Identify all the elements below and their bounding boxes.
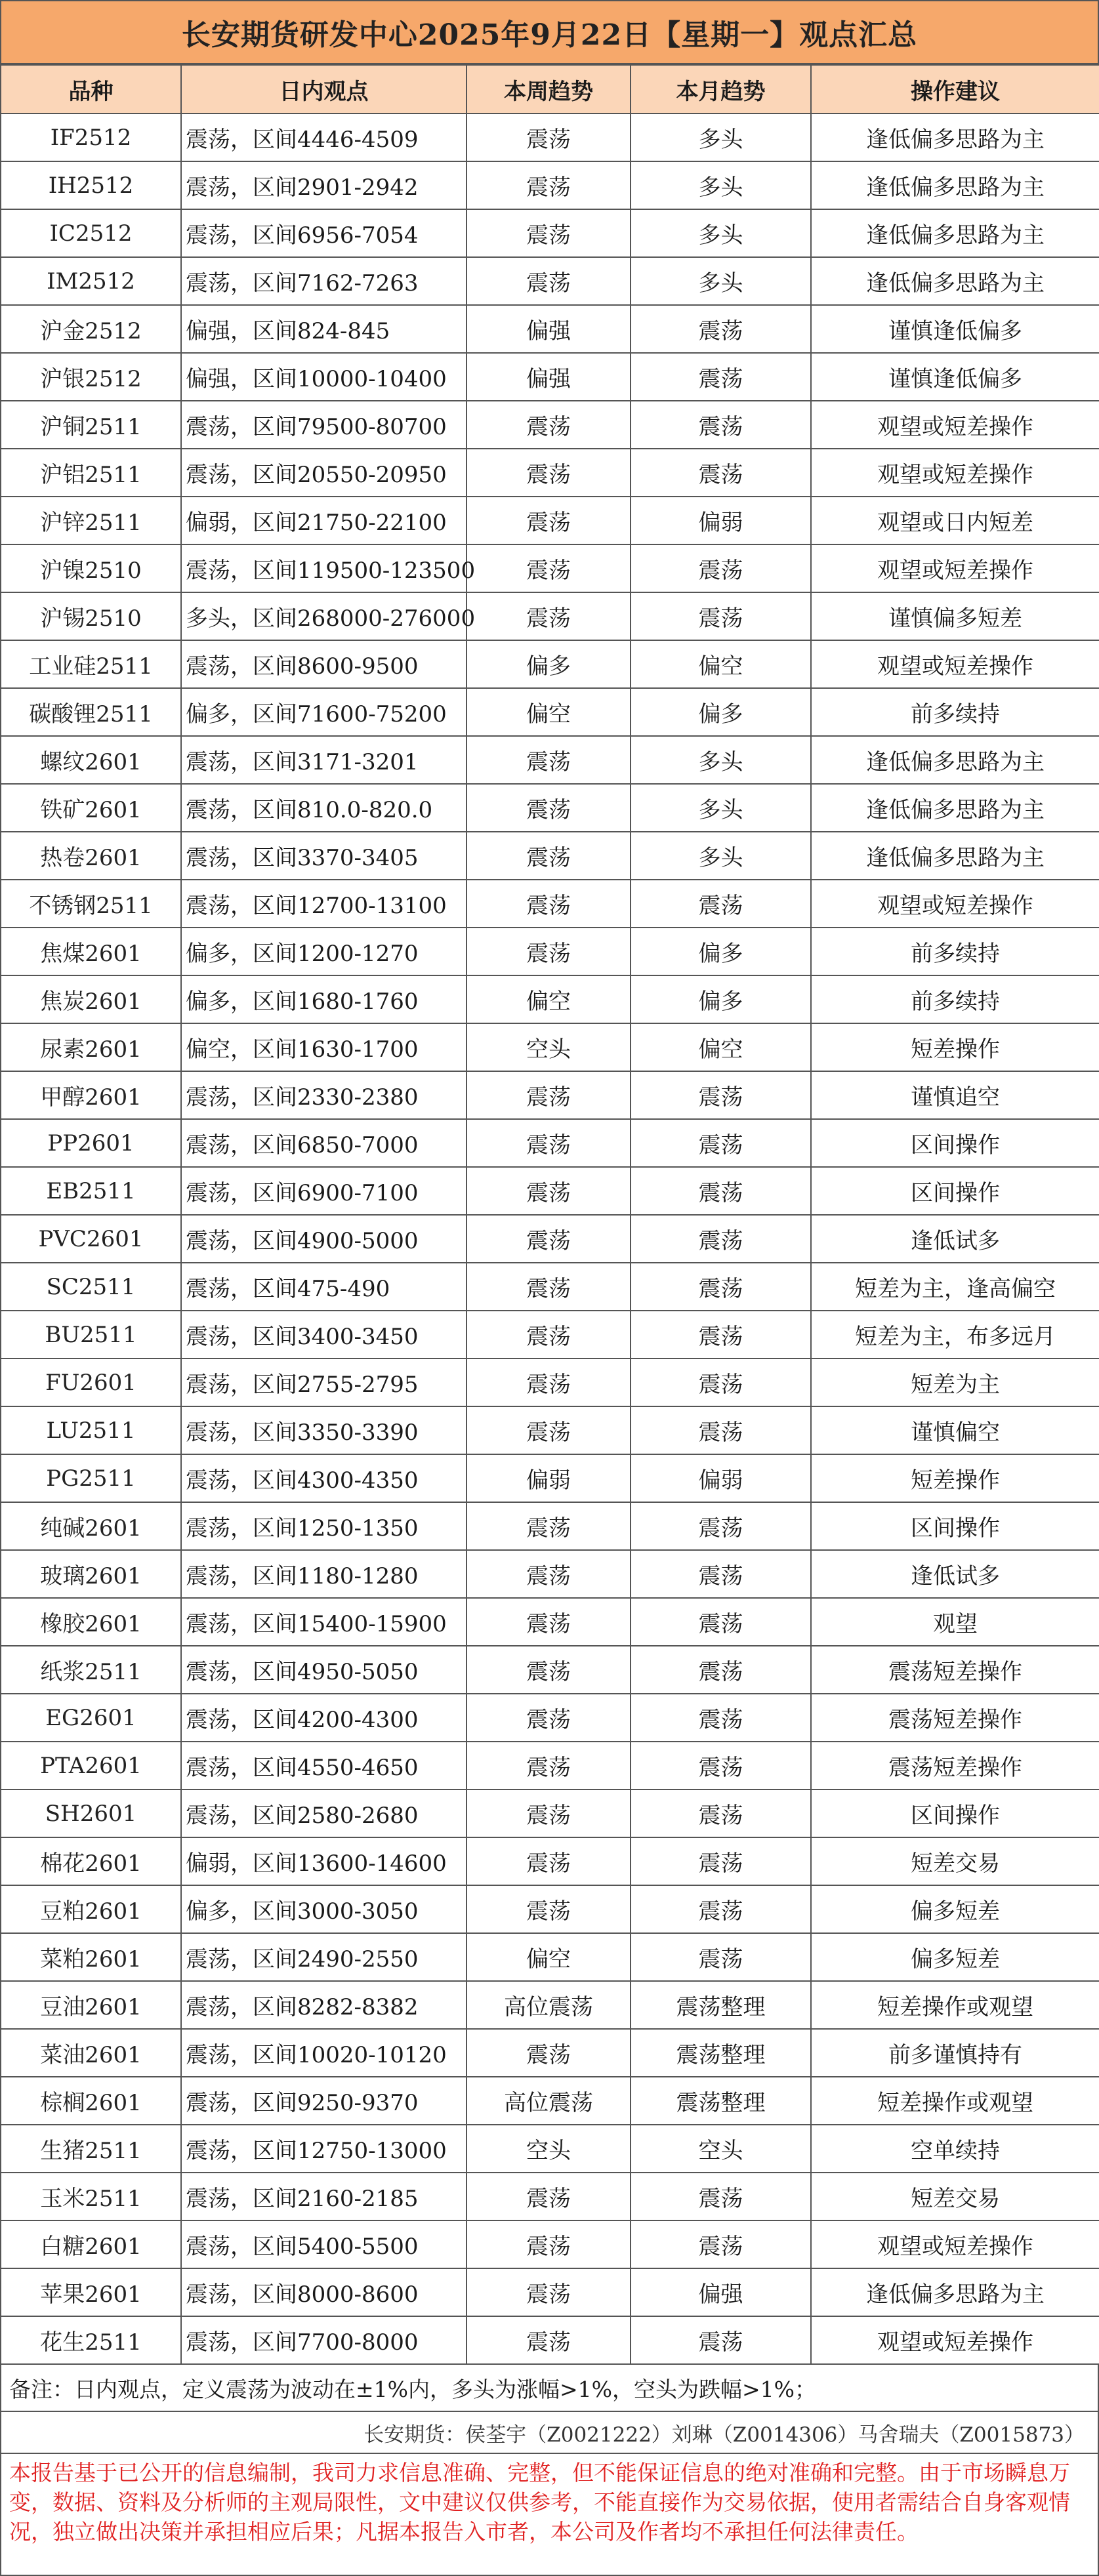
advice-cell: 短差交易 (811, 1837, 1099, 1885)
intraday-view-cell: 偏弱，区间21750-22100 (181, 497, 467, 544)
monthly-trend-cell: 震荡 (631, 1933, 811, 1981)
weekly-trend-cell: 震荡 (467, 2220, 631, 2268)
column-header-advice: 操作建议 (811, 65, 1099, 113)
advice-cell: 前多续持 (811, 688, 1099, 736)
variety-cell: 棉花2601 (1, 1837, 181, 1885)
table-row (1, 1071, 1099, 1119)
variety-cell: 豆油2601 (1, 1981, 181, 2029)
variety-cell: 沪镍2510 (1, 544, 181, 592)
variety-cell: 橡胶2601 (1, 1598, 181, 1646)
weekly-trend-cell: 震荡 (467, 1359, 631, 1406)
variety-cell: 尿素2601 (1, 1023, 181, 1071)
weekly-trend-cell: 偏弱 (467, 1454, 631, 1502)
variety-cell: EG2601 (1, 1694, 181, 1742)
variety-cell: 菜粕2601 (1, 1933, 181, 1981)
variety-cell: 不锈钢2511 (1, 880, 181, 928)
table-row (1, 1215, 1099, 1263)
monthly-trend-cell: 震荡 (631, 1694, 811, 1742)
intraday-view-cell: 震荡，区间4950-5050 (181, 1646, 467, 1694)
weekly-trend-cell: 震荡 (467, 1215, 631, 1263)
intraday-view-cell: 震荡，区间4200-4300 (181, 1694, 467, 1742)
monthly-trend-cell: 偏强 (631, 2268, 811, 2316)
variety-cell: 沪银2512 (1, 353, 181, 401)
intraday-view-cell: 偏空，区间1630-1700 (181, 1023, 467, 1071)
intraday-view-cell: 震荡，区间5400-5500 (181, 2220, 467, 2268)
weekly-trend-cell: 震荡 (467, 2173, 631, 2220)
intraday-view-cell: 震荡，区间3171-3201 (181, 736, 467, 784)
table-row (1, 1837, 1099, 1885)
weekly-trend-cell: 空头 (467, 1023, 631, 1071)
weekly-trend-cell: 震荡 (467, 736, 631, 784)
variety-cell: SC2511 (1, 1263, 181, 1311)
intraday-view-cell: 震荡，区间6956-7054 (181, 209, 467, 257)
table-row (1, 1981, 1099, 2029)
weekly-trend-cell: 震荡 (467, 592, 631, 640)
weekly-trend-cell: 震荡 (467, 1263, 631, 1311)
advice-cell: 逢低偏多思路为主 (811, 736, 1099, 784)
intraday-view-cell: 震荡，区间2755-2795 (181, 1359, 467, 1406)
advice-cell: 短差为主，逢高偏空 (811, 1263, 1099, 1311)
weekly-trend-cell: 偏空 (467, 975, 631, 1023)
monthly-trend-cell: 多头 (631, 209, 811, 257)
variety-cell: 沪铝2511 (1, 449, 181, 497)
table-row (1, 1311, 1099, 1359)
advice-cell: 逢低偏多思路为主 (811, 161, 1099, 209)
monthly-trend-cell: 震荡 (631, 401, 811, 449)
weekly-trend-cell: 震荡 (467, 1406, 631, 1454)
advice-cell: 短差操作 (811, 1454, 1099, 1502)
weekly-trend-cell: 震荡 (467, 1071, 631, 1119)
table-row (1, 592, 1099, 640)
variety-cell: 白糖2601 (1, 2220, 181, 2268)
weekly-trend-cell: 震荡 (467, 449, 631, 497)
weekly-trend-cell: 震荡 (467, 1789, 631, 1837)
table-row (1, 1598, 1099, 1646)
weekly-trend-cell: 偏多 (467, 640, 631, 688)
variety-cell: IM2512 (1, 257, 181, 305)
variety-cell: 沪锌2511 (1, 497, 181, 544)
table-row (1, 497, 1099, 544)
variety-cell: 玉米2511 (1, 2173, 181, 2220)
weekly-trend-cell: 震荡 (467, 928, 631, 975)
variety-cell: 热卷2601 (1, 832, 181, 880)
monthly-trend-cell: 震荡 (631, 2316, 811, 2364)
table-row (1, 2077, 1099, 2125)
advice-cell: 逢低偏多思路为主 (811, 784, 1099, 832)
intraday-view-cell: 震荡，区间7162-7263 (181, 257, 467, 305)
intraday-view-cell: 震荡，区间2330-2380 (181, 1071, 467, 1119)
intraday-view-cell: 震荡，区间4900-5000 (181, 1215, 467, 1263)
advice-cell: 观望或日内短差 (811, 497, 1099, 544)
variety-cell: 生猪2511 (1, 2125, 181, 2173)
advice-cell: 震荡短差操作 (811, 1646, 1099, 1694)
advice-cell: 短差为主 (811, 1359, 1099, 1406)
monthly-trend-cell: 震荡 (631, 1742, 811, 1789)
table-row (1, 1694, 1099, 1742)
variety-cell: 沪铜2511 (1, 401, 181, 449)
table-row (1, 1502, 1099, 1550)
weekly-trend-cell: 震荡 (467, 544, 631, 592)
variety-cell: EB2511 (1, 1167, 181, 1215)
variety-cell: 工业硅2511 (1, 640, 181, 688)
table-row (1, 257, 1099, 305)
advice-cell: 谨慎追空 (811, 1071, 1099, 1119)
weekly-trend-cell: 震荡 (467, 401, 631, 449)
intraday-view-cell: 震荡，区间9250-9370 (181, 2077, 467, 2125)
column-header-weekly: 本周趋势 (467, 65, 631, 113)
intraday-view-cell: 偏多，区间3000-3050 (181, 1885, 467, 1933)
variety-cell: PG2511 (1, 1454, 181, 1502)
intraday-view-cell: 偏强，区间10000-10400 (181, 353, 467, 401)
weekly-trend-cell: 震荡 (467, 1598, 631, 1646)
monthly-trend-cell: 偏弱 (631, 497, 811, 544)
monthly-trend-cell: 震荡 (631, 305, 811, 353)
table-row (1, 544, 1099, 592)
variety-cell: PP2601 (1, 1119, 181, 1167)
intraday-view-cell: 偏多，区间1200-1270 (181, 928, 467, 975)
weekly-trend-cell: 震荡 (467, 1694, 631, 1742)
advice-cell: 逢低偏多思路为主 (811, 2268, 1099, 2316)
table-row (1, 1119, 1099, 1167)
advice-cell: 区间操作 (811, 1789, 1099, 1837)
authors-line: 长安期货：侯荃宇（Z0021222）刘琳（Z0014306）马舍瑞夫（Z0015873） (0, 2412, 1099, 2454)
advice-cell: 前多谨慎持有 (811, 2029, 1099, 2077)
advice-cell: 前多续持 (811, 975, 1099, 1023)
intraday-view-cell: 多头，区间268000-276000 (181, 592, 467, 640)
monthly-trend-cell: 震荡 (631, 1311, 811, 1359)
monthly-trend-cell: 震荡 (631, 1359, 811, 1406)
monthly-trend-cell: 震荡 (631, 2173, 811, 2220)
table-row (1, 2125, 1099, 2173)
weekly-trend-cell: 震荡 (467, 2268, 631, 2316)
variety-cell: BU2511 (1, 1311, 181, 1359)
table-row (1, 305, 1099, 353)
weekly-trend-cell: 震荡 (467, 2029, 631, 2077)
advice-cell: 观望或短差操作 (811, 449, 1099, 497)
variety-cell: 甲醇2601 (1, 1071, 181, 1119)
monthly-trend-cell: 多头 (631, 784, 811, 832)
weekly-trend-cell: 震荡 (467, 1502, 631, 1550)
weekly-trend-cell: 震荡 (467, 257, 631, 305)
variety-cell: 苹果2601 (1, 2268, 181, 2316)
table-row (1, 2029, 1099, 2077)
advice-cell: 谨慎逢低偏多 (811, 353, 1099, 401)
monthly-trend-cell: 震荡 (631, 1071, 811, 1119)
monthly-trend-cell: 震荡 (631, 1885, 811, 1933)
variety-cell: LU2511 (1, 1406, 181, 1454)
advice-cell: 区间操作 (811, 1502, 1099, 1550)
advice-cell: 震荡短差操作 (811, 1742, 1099, 1789)
intraday-view-cell: 震荡，区间3350-3390 (181, 1406, 467, 1454)
intraday-view-cell: 震荡，区间2160-2185 (181, 2173, 467, 2220)
weekly-trend-cell: 高位震荡 (467, 2077, 631, 2125)
weekly-trend-cell: 震荡 (467, 209, 631, 257)
advice-cell: 短差为主，布多远月 (811, 1311, 1099, 1359)
table-row (1, 401, 1099, 449)
intraday-view-cell: 震荡，区间8000-8600 (181, 2268, 467, 2316)
intraday-view-cell: 震荡，区间1250-1350 (181, 1502, 467, 1550)
variety-cell: 铁矿2601 (1, 784, 181, 832)
advice-cell: 空单续持 (811, 2125, 1099, 2173)
advice-cell: 逢低偏多思路为主 (811, 257, 1099, 305)
table-row (1, 2316, 1099, 2364)
weekly-trend-cell: 震荡 (467, 1837, 631, 1885)
monthly-trend-cell: 多头 (631, 736, 811, 784)
intraday-view-cell: 震荡，区间10020-10120 (181, 2029, 467, 2077)
monthly-trend-cell: 偏多 (631, 928, 811, 975)
monthly-trend-cell: 震荡 (631, 353, 811, 401)
monthly-trend-cell: 震荡 (631, 544, 811, 592)
advice-cell: 观望或短差操作 (811, 401, 1099, 449)
monthly-trend-cell: 多头 (631, 832, 811, 880)
intraday-view-cell: 震荡，区间6850-7000 (181, 1119, 467, 1167)
intraday-view-cell: 震荡，区间6900-7100 (181, 1167, 467, 1215)
advice-cell: 逢低偏多思路为主 (811, 832, 1099, 880)
table-row (1, 1406, 1099, 1454)
monthly-trend-cell: 震荡 (631, 1119, 811, 1167)
variety-cell: 玻璃2601 (1, 1550, 181, 1598)
weekly-trend-cell: 震荡 (467, 2316, 631, 2364)
weekly-trend-cell: 震荡 (467, 1550, 631, 1598)
intraday-view-cell: 震荡，区间810.0-820.0 (181, 784, 467, 832)
weekly-trend-cell: 震荡 (467, 113, 631, 161)
weekly-trend-cell: 震荡 (467, 497, 631, 544)
intraday-view-cell: 震荡，区间8282-8382 (181, 1981, 467, 2029)
variety-cell: PTA2601 (1, 1742, 181, 1789)
monthly-trend-cell: 震荡 (631, 880, 811, 928)
table-row (1, 353, 1099, 401)
intraday-view-cell: 震荡，区间1180-1280 (181, 1550, 467, 1598)
advice-cell: 前多续持 (811, 928, 1099, 975)
table-row (1, 736, 1099, 784)
monthly-trend-cell: 偏多 (631, 975, 811, 1023)
intraday-view-cell: 震荡，区间2580-2680 (181, 1789, 467, 1837)
table-row (1, 1789, 1099, 1837)
variety-cell: 棕榈2601 (1, 2077, 181, 2125)
table-row (1, 1359, 1099, 1406)
table-row (1, 1550, 1099, 1598)
variety-cell: 纯碱2601 (1, 1502, 181, 1550)
intraday-view-cell: 震荡，区间2490-2550 (181, 1933, 467, 1981)
monthly-trend-cell: 震荡 (631, 1263, 811, 1311)
table-row (1, 1646, 1099, 1694)
intraday-view-cell: 震荡，区间119500-123500 (181, 544, 467, 592)
variety-cell: 螺纹2601 (1, 736, 181, 784)
weekly-trend-cell: 震荡 (467, 1742, 631, 1789)
variety-cell: 焦煤2601 (1, 928, 181, 975)
monthly-trend-cell: 偏空 (631, 1023, 811, 1071)
monthly-trend-cell: 震荡 (631, 1550, 811, 1598)
monthly-trend-cell: 震荡 (631, 1598, 811, 1646)
advice-cell: 观望或短差操作 (811, 640, 1099, 688)
advice-cell: 观望或短差操作 (811, 2220, 1099, 2268)
intraday-view-cell: 震荡，区间4550-4650 (181, 1742, 467, 1789)
table-row (1, 640, 1099, 688)
monthly-trend-cell: 震荡 (631, 1167, 811, 1215)
column-header-monthly: 本月趋势 (631, 65, 811, 113)
advice-cell: 区间操作 (811, 1167, 1099, 1215)
table-row (1, 113, 1099, 161)
variety-cell: 碳酸锂2511 (1, 688, 181, 736)
outlook-table (0, 64, 1099, 2365)
monthly-trend-cell: 震荡 (631, 1789, 811, 1837)
table-row (1, 1023, 1099, 1071)
table-row (1, 1167, 1099, 1215)
advice-cell: 偏多短差 (811, 1885, 1099, 1933)
weekly-trend-cell: 震荡 (467, 161, 631, 209)
table-row (1, 1742, 1099, 1789)
intraday-view-cell: 震荡，区间2901-2942 (181, 161, 467, 209)
advice-cell: 逢低试多 (811, 1215, 1099, 1263)
intraday-view-cell: 震荡，区间475-490 (181, 1263, 467, 1311)
variety-cell: 豆粕2601 (1, 1885, 181, 1933)
page-title: 长安期货研发中心2025年9月22日【星期一】观点汇总 (0, 0, 1099, 64)
advice-cell: 偏多短差 (811, 1933, 1099, 1981)
monthly-trend-cell: 震荡 (631, 1502, 811, 1550)
intraday-view-cell: 震荡，区间8600-9500 (181, 640, 467, 688)
variety-cell: 纸浆2511 (1, 1646, 181, 1694)
variety-cell: 沪金2512 (1, 305, 181, 353)
advice-cell: 观望或短差操作 (811, 544, 1099, 592)
intraday-view-cell: 震荡，区间79500-80700 (181, 401, 467, 449)
monthly-trend-cell: 空头 (631, 2125, 811, 2173)
monthly-trend-cell: 偏弱 (631, 1454, 811, 1502)
variety-cell: 焦炭2601 (1, 975, 181, 1023)
advice-cell: 观望 (811, 1598, 1099, 1646)
monthly-trend-cell: 震荡整理 (631, 2029, 811, 2077)
table-row (1, 880, 1099, 928)
table-row (1, 161, 1099, 209)
intraday-view-cell: 震荡，区间20550-20950 (181, 449, 467, 497)
monthly-trend-cell: 震荡 (631, 1406, 811, 1454)
weekly-trend-cell: 震荡 (467, 1119, 631, 1167)
intraday-view-cell: 震荡，区间12700-13100 (181, 880, 467, 928)
weekly-trend-cell: 偏强 (467, 353, 631, 401)
weekly-trend-cell: 震荡 (467, 1311, 631, 1359)
monthly-trend-cell: 震荡 (631, 2220, 811, 2268)
intraday-view-cell: 偏弱，区间13600-14600 (181, 1837, 467, 1885)
weekly-trend-cell: 高位震荡 (467, 1981, 631, 2029)
advice-cell: 短差交易 (811, 2173, 1099, 2220)
table-row (1, 784, 1099, 832)
weekly-trend-cell: 偏强 (467, 305, 631, 353)
intraday-view-cell: 偏强，区间824-845 (181, 305, 467, 353)
monthly-trend-cell: 震荡 (631, 449, 811, 497)
monthly-trend-cell: 震荡整理 (631, 1981, 811, 2029)
variety-cell: 花生2511 (1, 2316, 181, 2364)
intraday-view-cell: 震荡，区间3400-3450 (181, 1311, 467, 1359)
advice-cell: 观望或短差操作 (811, 2316, 1099, 2364)
monthly-trend-cell: 震荡整理 (631, 2077, 811, 2125)
table-row (1, 1454, 1099, 1502)
weekly-trend-cell: 震荡 (467, 832, 631, 880)
intraday-view-cell: 震荡，区间12750-13000 (181, 2125, 467, 2173)
variety-cell: 沪锡2510 (1, 592, 181, 640)
variety-cell: IF2512 (1, 113, 181, 161)
variety-cell: PVC2601 (1, 1215, 181, 1263)
table-row (1, 975, 1099, 1023)
table-row (1, 1885, 1099, 1933)
advice-cell: 谨慎偏多短差 (811, 592, 1099, 640)
weekly-trend-cell: 偏空 (467, 1933, 631, 1981)
disclaimer-text: 本报告基于已公开的信息编制，我司力求信息准确、完整，但不能保证信息的绝对准确和完整。由于市场瞬息万变，数据、资料及分析师的主观局限性，文中建议仅供参考，不能直接作为交易依据，使用者需结合自身客观情况，独立做出决策并承担相应后果；凡据本报告入市者，本公司及作者均不承担任何法律责任。 (0, 2454, 1099, 2576)
advice-cell: 短差操作或观望 (811, 2077, 1099, 2125)
column-header-intraday: 日内观点 (181, 65, 467, 113)
variety-cell: IH2512 (1, 161, 181, 209)
monthly-trend-cell: 震荡 (631, 1837, 811, 1885)
monthly-trend-cell: 多头 (631, 113, 811, 161)
variety-cell: 菜油2601 (1, 2029, 181, 2077)
monthly-trend-cell: 偏多 (631, 688, 811, 736)
intraday-view-cell: 偏多，区间71600-75200 (181, 688, 467, 736)
monthly-trend-cell: 震荡 (631, 1215, 811, 1263)
weekly-trend-cell: 震荡 (467, 1885, 631, 1933)
table-row (1, 928, 1099, 975)
advice-cell: 区间操作 (811, 1119, 1099, 1167)
weekly-trend-cell: 震荡 (467, 784, 631, 832)
variety-cell: FU2601 (1, 1359, 181, 1406)
table-row (1, 688, 1099, 736)
weekly-trend-cell: 震荡 (467, 880, 631, 928)
advice-cell: 逢低偏多思路为主 (811, 113, 1099, 161)
advice-cell: 短差操作或观望 (811, 1981, 1099, 2029)
monthly-trend-cell: 震荡 (631, 1646, 811, 1694)
table-row (1, 449, 1099, 497)
advice-cell: 谨慎偏空 (811, 1406, 1099, 1454)
weekly-trend-cell: 震荡 (467, 1646, 631, 1694)
intraday-view-cell: 震荡，区间15400-15900 (181, 1598, 467, 1646)
table-header-row (1, 65, 1099, 113)
table-row (1, 832, 1099, 880)
variety-cell: SH2601 (1, 1789, 181, 1837)
table-row (1, 2173, 1099, 2220)
remark-note: 备注：日内观点，定义震荡为波动在±1%内，多头为涨幅>1%，空头为跌幅>1%； (0, 2365, 1099, 2412)
weekly-trend-cell: 偏空 (467, 688, 631, 736)
intraday-view-cell: 震荡，区间4446-4509 (181, 113, 467, 161)
variety-cell: IC2512 (1, 209, 181, 257)
table-row (1, 2268, 1099, 2316)
advice-cell: 观望或短差操作 (811, 880, 1099, 928)
monthly-trend-cell: 多头 (631, 257, 811, 305)
monthly-trend-cell: 多头 (631, 161, 811, 209)
advice-cell: 谨慎逢低偏多 (811, 305, 1099, 353)
table-row (1, 2220, 1099, 2268)
advice-cell: 短差操作 (811, 1023, 1099, 1071)
weekly-trend-cell: 震荡 (467, 1167, 631, 1215)
advice-cell: 逢低试多 (811, 1550, 1099, 1598)
intraday-view-cell: 震荡，区间3370-3405 (181, 832, 467, 880)
intraday-view-cell: 偏多，区间1680-1760 (181, 975, 467, 1023)
advice-cell: 逢低偏多思路为主 (811, 209, 1099, 257)
advice-cell: 震荡短差操作 (811, 1694, 1099, 1742)
weekly-trend-cell: 空头 (467, 2125, 631, 2173)
table-row (1, 1933, 1099, 1981)
intraday-view-cell: 震荡，区间7700-8000 (181, 2316, 467, 2364)
monthly-trend-cell: 偏空 (631, 640, 811, 688)
table-row (1, 209, 1099, 257)
monthly-trend-cell: 震荡 (631, 592, 811, 640)
column-header-variety: 品种 (1, 65, 181, 113)
table-row (1, 1263, 1099, 1311)
intraday-view-cell: 震荡，区间4300-4350 (181, 1454, 467, 1502)
